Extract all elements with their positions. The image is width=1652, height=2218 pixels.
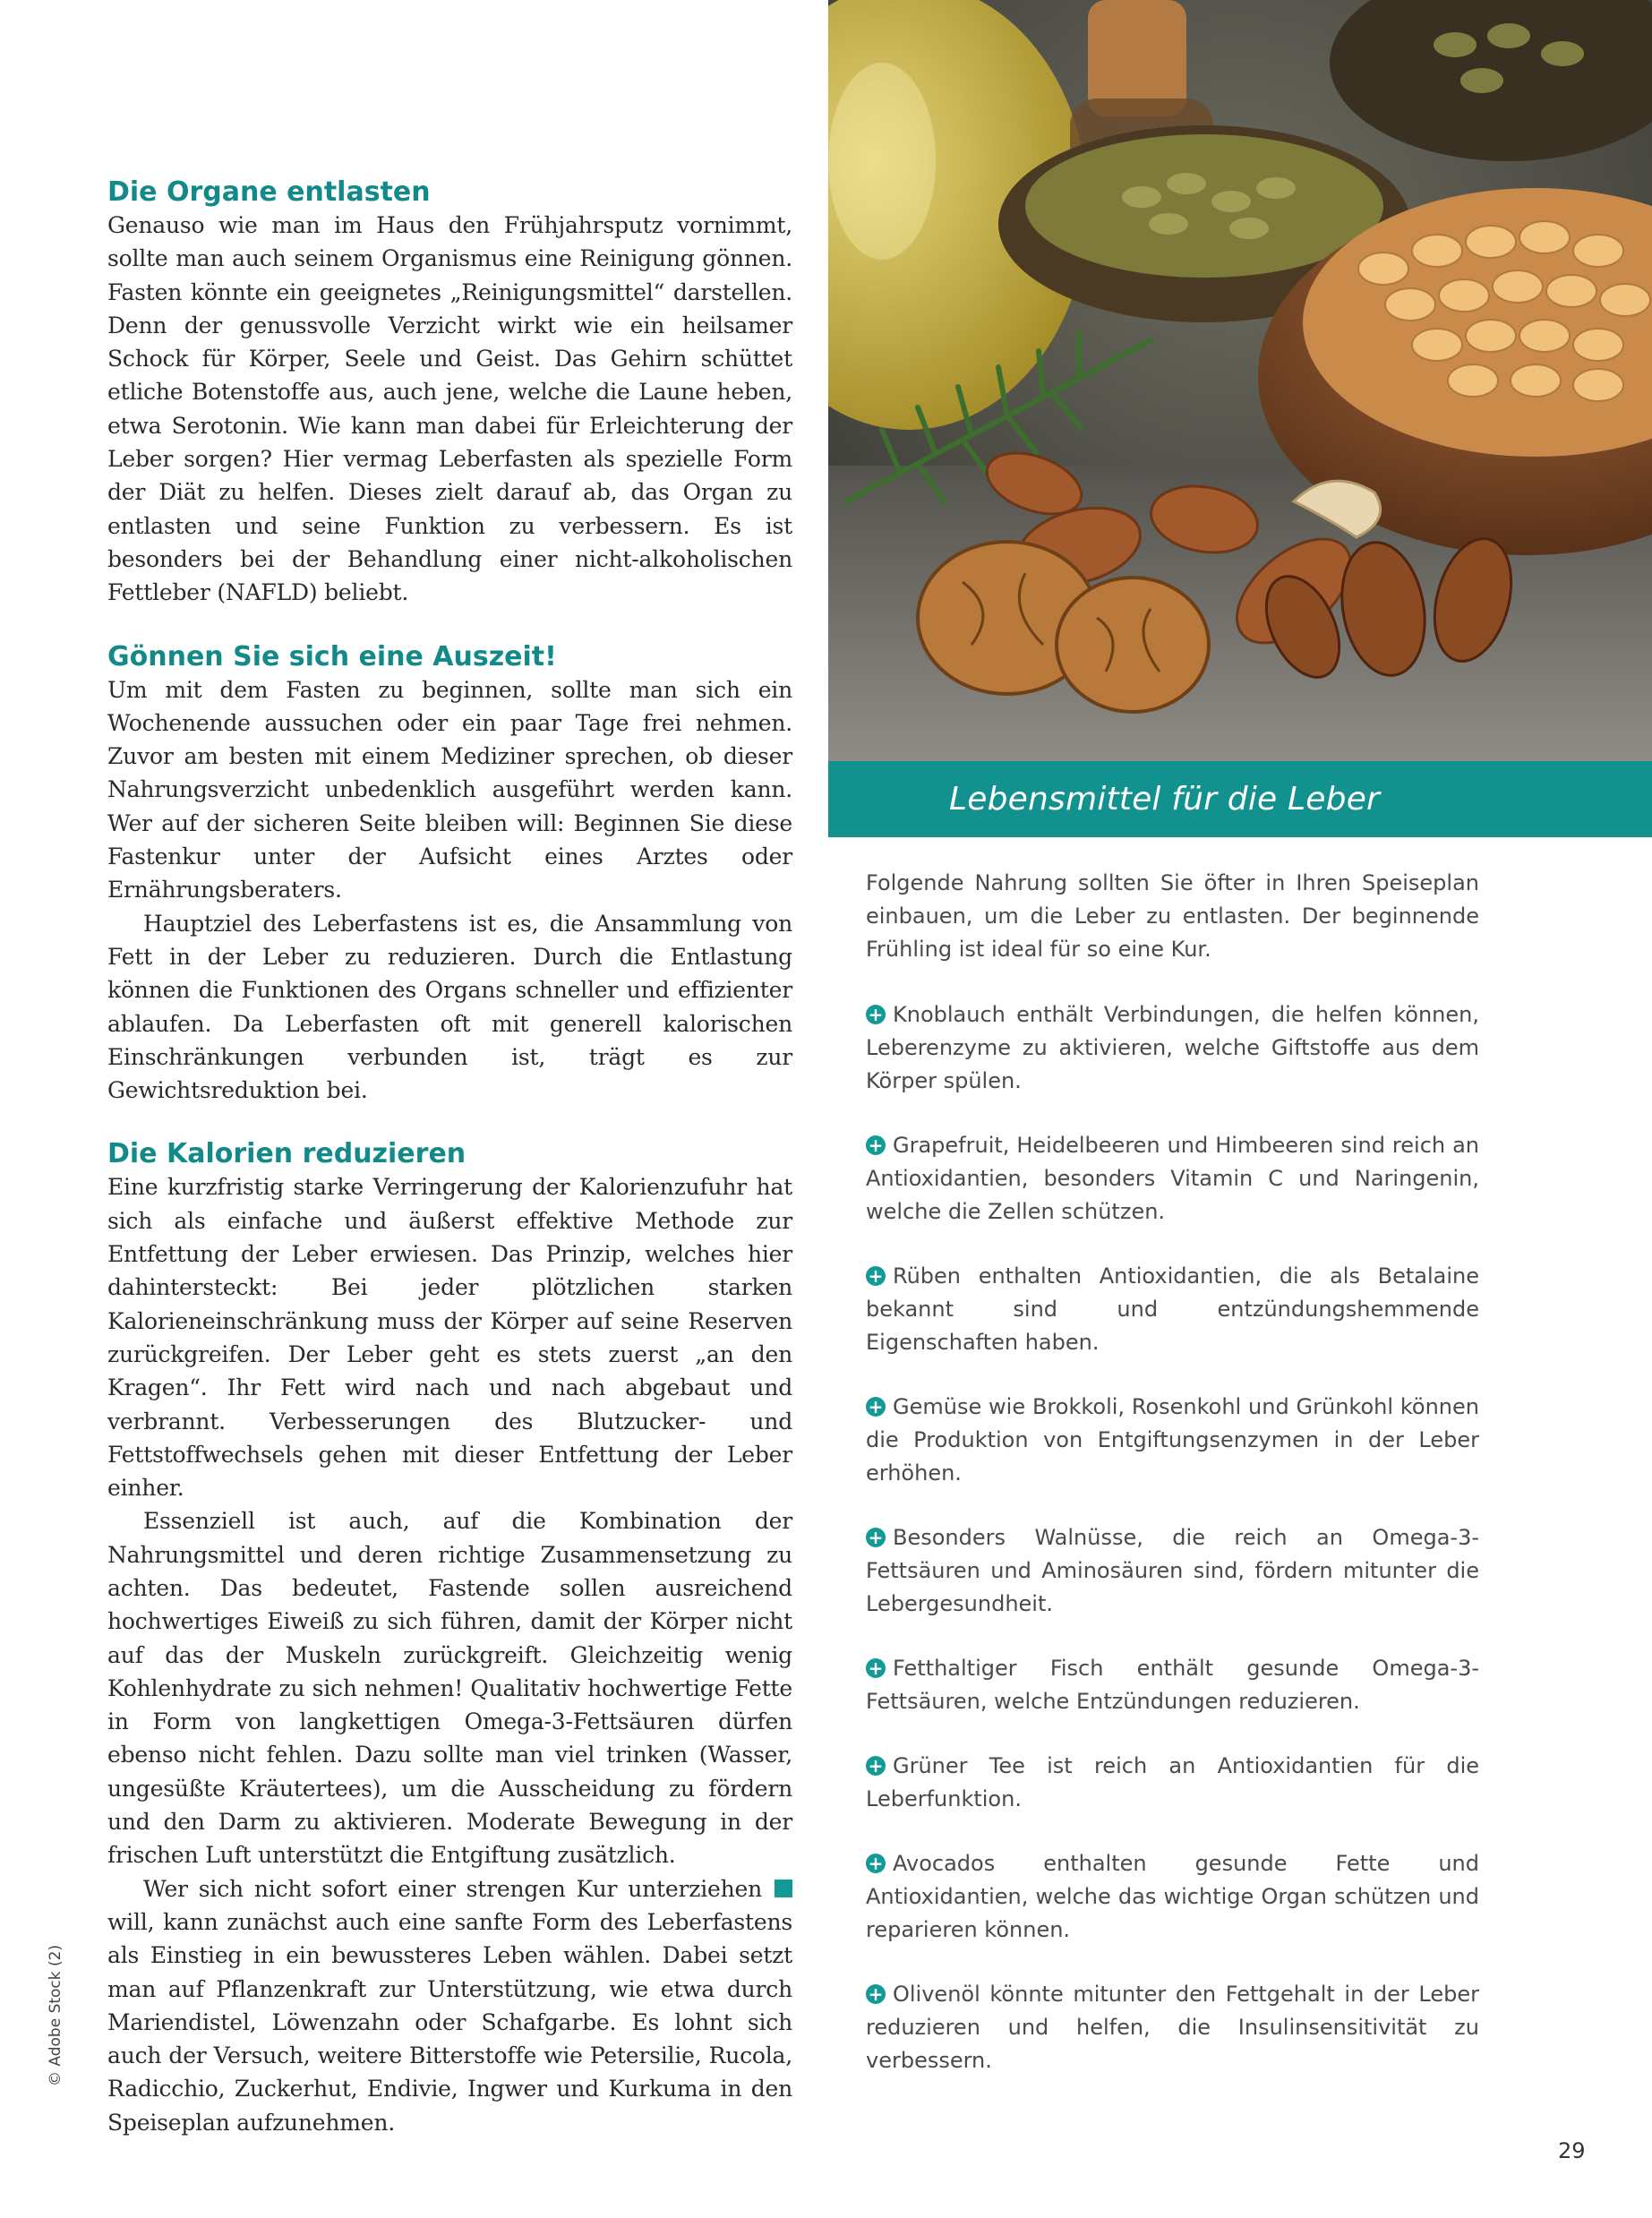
list-item	[866, 1521, 1479, 1621]
end-square-icon	[775, 1880, 792, 1897]
paragraph-last	[107, 1872, 792, 2139]
list-item	[866, 998, 1479, 1098]
section-organe	[107, 176, 792, 610]
list-item	[866, 1260, 1479, 1359]
paragraph: Genauso wie man im Haus den Frühjahrsputz vornimmt, sollte man auch seinem Organismus eine Reinigung gönnen. Fasten könnte ein geeignetes „Reinigungsmittel“ darstellen. Denn der genussvolle Verzicht wirkt wie ein heilsamer Schock für Körper, Seele und Geist. Das Gehirn schüttet etliche Botenstoffe aus, auch jene, welche die Laune heben, etwa Serotonin. Wie kann man dabei für Erleichterung der Leber sorgen? Hier vermag Leberfasten als spezielle Form der Diät zu helfen. Dieses zielt darauf ab, das Organ zu entlasten und seine Funktion zu verbessern. Es ist besonders bei der Behandlung einer nicht-alkoholischen Fettleber (NAFLD) beliebt.	[107, 212, 792, 606]
plus-circle-icon: +	[866, 1266, 886, 1286]
plus-circle-icon: +	[866, 1854, 886, 1873]
plus-circle-icon: +	[866, 1756, 886, 1776]
plus-circle-icon: +	[866, 1397, 886, 1417]
page-number: 29	[1558, 2138, 1586, 2163]
list-item-text: Grüner Tee ist reich an Antioxidantien für die Leberfunktion.	[866, 1753, 1479, 1811]
section-heading: Gönnen Sie sich eine Auszeit!	[107, 640, 557, 672]
box-title: Lebensmittel für die Leber	[949, 781, 1381, 818]
box-intro: Folgende Nahrung sollten Sie öfter in Ihren Speiseplan einbauen, um die Leber zu entlasten. Der beginnende Frühling ist ideal für so eine Kur.	[866, 870, 1479, 962]
section-heading: Die Kalorien reduzieren	[107, 1138, 466, 1170]
nuts-photo	[828, 0, 1652, 761]
plus-circle-icon: +	[866, 1658, 886, 1678]
article-body	[107, 176, 792, 2170]
list-item	[866, 1978, 1479, 2077]
list-item-text: Grapefruit, Heidelbeeren und Himbeeren sind reich an Antioxidantien, besonders Vitamin C und Naringenin, welche die Zellen schützen.	[866, 1133, 1479, 1224]
list-item-text: Olivenöl könnte mitunter den Fettgehalt in der Leber reduzieren und helfen, die Insulinsensitivität zu verbessern.	[866, 1982, 1479, 2073]
list-item-text: Knoblauch enthält Verbindungen, die helfen können, Leberenzyme zu aktivieren, welche Giftstoffe aus dem Körper spülen.	[866, 1002, 1479, 1093]
plus-circle-icon: +	[866, 1135, 886, 1155]
list-item	[866, 1652, 1479, 1718]
list-item	[866, 1129, 1479, 1229]
paragraph: Um mit dem Fasten zu beginnen, sollte man sich ein Wochenende aussuchen oder ein paar Tage frei nehmen. Zuvor am besten mit einem Mediziner sprechen, ob dieser Nahrungsverzicht unbedenklich ausgeführt werden kann. Wer auf der sicheren Seite bleiben will: Beginnen Sie diese Fastenkur unter der Aufsicht eines Arztes oder Ernährungsberaters.	[107, 676, 792, 903]
plus-circle-icon: +	[866, 1528, 886, 1547]
paragraph-text: Wer sich nicht sofort einer strengen Kur unterziehen will, kann zunächst auch eine sanfte Form des Leberfastens als Einstieg in ein bewussteres Leben wählen. Dabei setzt man auf Pflanzenkraft zur Unterstützung, wie etwa durch Mariendistel, Löwenzahn oder Schafgarbe. Es lohnt sich auch der Versuch, weitere Bitterstoffe wie Petersilie, Rucola, Radicchio, Zuckerhut, Endivie, Ingwer und Kurkuma in den Speiseplan aufzunehmen.	[107, 1875, 792, 2136]
paragraph: Hauptziel des Leberfastens ist es, die Ansammlung von Fett in der Leber zu reduzieren. Durch die Entlastung können die Funktionen des Organs schneller und effizienter ablaufen. Da Leberfasten oft mit generell kalorischen Einschränkungen verbunden ist, trägt es zur Gewichtsreduktion bei.	[107, 910, 792, 1104]
box-content	[866, 867, 1479, 2109]
section-heading: Die Organe entlasten	[107, 176, 431, 208]
list-item	[866, 1847, 1479, 1947]
list-item-text: Gemüse wie Brokkoli, Rosenkohl und Grünkohl können die Produktion von Entgiftungsenzymen in der Leber erhöhen.	[866, 1394, 1479, 1486]
list-item-text: Besonders Walnüsse, die reich an Omega-3-Fettsäuren und Aminosäuren sind, fördern mitunter die Lebergesundheit.	[866, 1525, 1479, 1616]
paragraph: Eine kurzfristig starke Verringerung der Kalorienzufuhr hat sich als einfache und äußerst effektive Methode zur Entfettung der Leber erwiesen. Das Prinzip, welches hier dahintersteckt: Bei jeder plötzlichen starken Kalorieneinschränkung muss der Körper auf seine Reserven zurückgreifen. Der Leber geht es stets zuerst „an den Kragen“. Ihr Fett wird nach und nach abgebaut und verbrannt. Verbesserungen des Blutzucker- und Fettstoffwechsels gehen mit dieser Entfettung der Leber einher.	[107, 1174, 792, 1502]
list-item-text: Avocados enthalten gesunde Fette und Antioxidantien, welche das wichtige Organ schützen und reparieren können.	[866, 1851, 1479, 1942]
plus-circle-icon: +	[866, 1005, 886, 1024]
section-kalorien	[107, 1137, 792, 2139]
list-item	[866, 1750, 1479, 1816]
list-item	[866, 1391, 1479, 1490]
paragraph: Essenziell ist auch, auf die Kombination der Nahrungsmittel und deren richtige Zusammensetzung zu achten. Das bedeutet, Fastende sollen ausreichend hochwertiges Eiweiß zu sich führen, damit der Körper nicht auf das der Muskeln zurückgreift. Gleichzeitig wenig Kohlenhydrate zu sich nehmen! Qualitativ hochwertige Fette in Form von langkettigen Omega-3-Fettsäuren dürfen ebenso nicht fehlen. Dazu sollte man viel trinken (Wasser, ungesüßte Kräutertees), um die Ausscheidung zu fördern und den Darm zu aktivieren. Moderate Bewegung in der frischen Luft unterstützt die Entgiftung zusätzlich.	[107, 1508, 792, 1869]
section-auszeit	[107, 640, 792, 1108]
list-item-text: Fetthaltiger Fisch enthält gesunde Omega-3-Fettsäuren, welche Entzündungen reduzieren.	[866, 1656, 1479, 1714]
photo-credit: © Adobe Stock (2)	[47, 1944, 64, 2086]
plus-circle-icon: +	[866, 1984, 886, 2004]
list-item-text: Rüben enthalten Antioxidantien, die als Betalaine bekannt sind und entzündungshemmende Eigenschaften haben.	[866, 1263, 1479, 1355]
box-header	[828, 761, 1652, 837]
